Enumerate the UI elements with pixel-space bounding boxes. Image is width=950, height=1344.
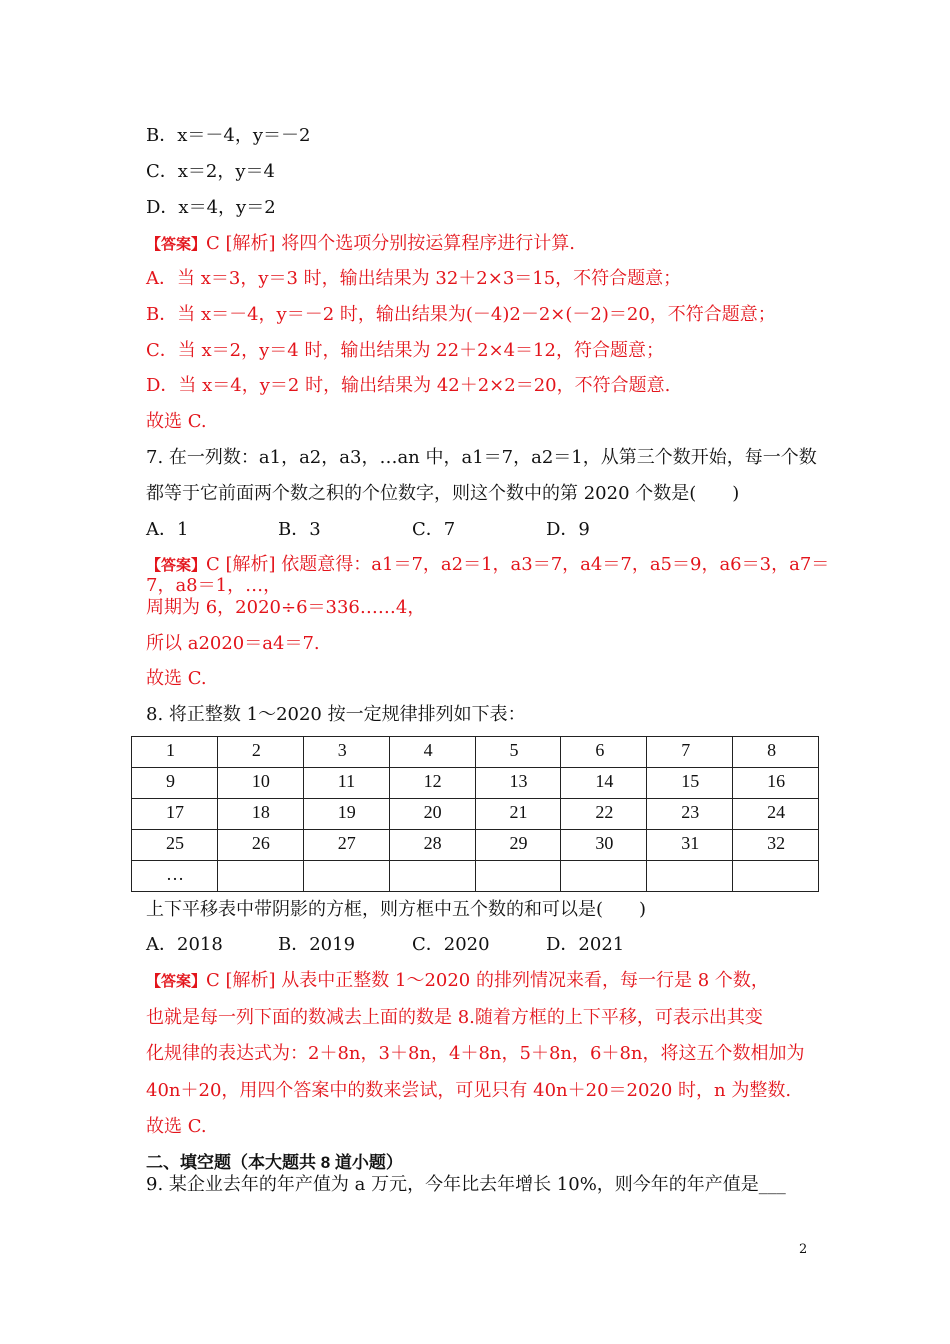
table-cell: 26 xyxy=(217,830,303,861)
q8-option-c: C．2020 xyxy=(412,934,490,955)
answer-text: C [解析] 将四个选项分别按运算程序进行计算. xyxy=(206,233,575,254)
q6-line-a: A．当 x＝3，y＝3 时，输出结果为 32＋2×3＝15，不符合题意； xyxy=(146,268,682,289)
q8-answer-line4: 40n＋20，用四个答案中的数来尝试，可见只有 40n＋20＝2020 时，n 为整数. xyxy=(146,1080,792,1101)
number-table xyxy=(131,736,819,892)
table-row xyxy=(132,861,819,892)
table-row xyxy=(132,830,819,861)
q8-answer xyxy=(146,969,769,993)
table-cell: 5 xyxy=(475,737,561,768)
table-cell: 10 xyxy=(217,768,303,799)
q7-answer-line2: 7，a8＝1，…， xyxy=(146,575,282,596)
table-cell: 20 xyxy=(389,799,475,830)
answer-text: C [解析] 依题意得：a1＝7，a2＝1，a3＝7，a4＝7，a5＝9，a6＝3，a7＝ xyxy=(206,554,830,575)
q8-option-a: A．2018 xyxy=(146,934,223,955)
table-cell: 12 xyxy=(389,768,475,799)
q8-title: 8. 将正整数 1～2020 按一定规律排列如下表： xyxy=(146,704,526,725)
section-heading: 二、填空题（本大题共 8 道小题） xyxy=(146,1153,403,1172)
table-cell: 13 xyxy=(475,768,561,799)
table-cell xyxy=(475,861,561,892)
q7-line1: 7. 在一列数：a1，a2，a3，…an 中，a1＝7，a2＝1，从第三个数开始，每一个数 xyxy=(146,447,817,468)
table-cell: 19 xyxy=(303,799,389,830)
table-cell: 1 xyxy=(132,737,218,768)
table-cell xyxy=(647,861,733,892)
table-cell xyxy=(561,861,647,892)
q7-option-c: C．7 xyxy=(412,519,456,540)
q7-option-a: A．1 xyxy=(146,519,189,540)
q8-answer-line2: 也就是每一列下面的数减去上面的数是 8.随着方框的上下平移，可表示出其变 xyxy=(146,1007,763,1028)
table-cell: 23 xyxy=(647,799,733,830)
table-cell: 11 xyxy=(303,768,389,799)
answer-tag: 【答案】 xyxy=(146,235,207,253)
q8-choose: 故选 C. xyxy=(146,1116,207,1137)
table-cell xyxy=(733,861,819,892)
table-cell: 9 xyxy=(132,768,218,799)
answer-text: C [解析] 从表中正整数 1～2020 的排列情况来看，每一行是 8 个数， xyxy=(206,970,769,991)
table-cell: 18 xyxy=(217,799,303,830)
table-cell xyxy=(217,861,303,892)
table-cell: 30 xyxy=(561,830,647,861)
q7-answer-line4: 所以 a2020＝a4＝7. xyxy=(146,633,320,654)
table-cell: 14 xyxy=(561,768,647,799)
table-cell: 24 xyxy=(733,799,819,830)
q6-answer xyxy=(146,232,575,256)
table-cell: 8 xyxy=(733,737,819,768)
table-cell: 6 xyxy=(561,737,647,768)
q8-answer-line3: 化规律的表达式为：2＋8n，3＋8n，4＋8n，5＋8n，6＋8n，将这五个数相加为 xyxy=(146,1043,805,1064)
table-cell: 28 xyxy=(389,830,475,861)
table-cell: 29 xyxy=(475,830,561,861)
table-cell: 31 xyxy=(647,830,733,861)
table-cell: 22 xyxy=(561,799,647,830)
q8-question: 上下平移表中带阴影的方框，则方框中五个数的和可以是( ) xyxy=(146,899,647,920)
table-cell: 4 xyxy=(389,737,475,768)
table-cell: 25 xyxy=(132,830,218,861)
q6-line-d: D．当 x＝4，y＝2 时，输出结果为 42＋2×2＝20，不符合题意. xyxy=(146,375,671,396)
q6-choose: 故选 C. xyxy=(146,411,207,432)
table-cell: 27 xyxy=(303,830,389,861)
q6-option-c: C．x＝2，y＝4 xyxy=(146,161,275,182)
q7-answer-line3: 周期为 6，2020÷6＝336……4， xyxy=(146,597,426,618)
table-row xyxy=(132,768,819,799)
table-cell: 3 xyxy=(303,737,389,768)
table-cell: 16 xyxy=(733,768,819,799)
q7-line2: 都等于它前面两个数之积的个位数字，则这个数中的第 2020 个数是( ) xyxy=(146,483,740,504)
table-cell: 15 xyxy=(647,768,733,799)
q7-choose: 故选 C. xyxy=(146,668,207,689)
q6-line-c: C．当 x＝2，y＝4 时，输出结果为 22＋2×4＝12，符合题意； xyxy=(146,340,664,361)
q9-line1: 9. 某企业去年的年产值为 a 万元，今年比去年增长 10%，则今年的年产值是___ xyxy=(146,1174,786,1195)
table-cell xyxy=(389,861,475,892)
answer-tag: 【答案】 xyxy=(146,972,207,990)
q6-line-b: B．当 x＝－4，y＝－2 时，输出结果为(－4)2－2×(－2)＝20，不符合题意； xyxy=(146,304,776,325)
answer-tag: 【答案】 xyxy=(146,556,207,574)
q7-option-b: B．3 xyxy=(278,519,321,540)
table-cell: 32 xyxy=(733,830,819,861)
page-number: 2 xyxy=(799,1242,808,1257)
table-cell: 21 xyxy=(475,799,561,830)
table-row xyxy=(132,737,819,768)
table-cell: 2 xyxy=(217,737,303,768)
table-cell: 7 xyxy=(647,737,733,768)
q6-option-b: B．x＝－4，y＝－2 xyxy=(146,125,311,146)
q8-option-b: B．2019 xyxy=(278,934,356,955)
table-row xyxy=(132,799,819,830)
q6-option-d: D．x＝4，y＝2 xyxy=(146,197,276,218)
q7-option-d: D．9 xyxy=(546,519,590,540)
q8-option-d: D．2021 xyxy=(546,934,625,955)
table-cell: … xyxy=(132,861,218,892)
table-cell xyxy=(303,861,389,892)
table-cell: 17 xyxy=(132,799,218,830)
